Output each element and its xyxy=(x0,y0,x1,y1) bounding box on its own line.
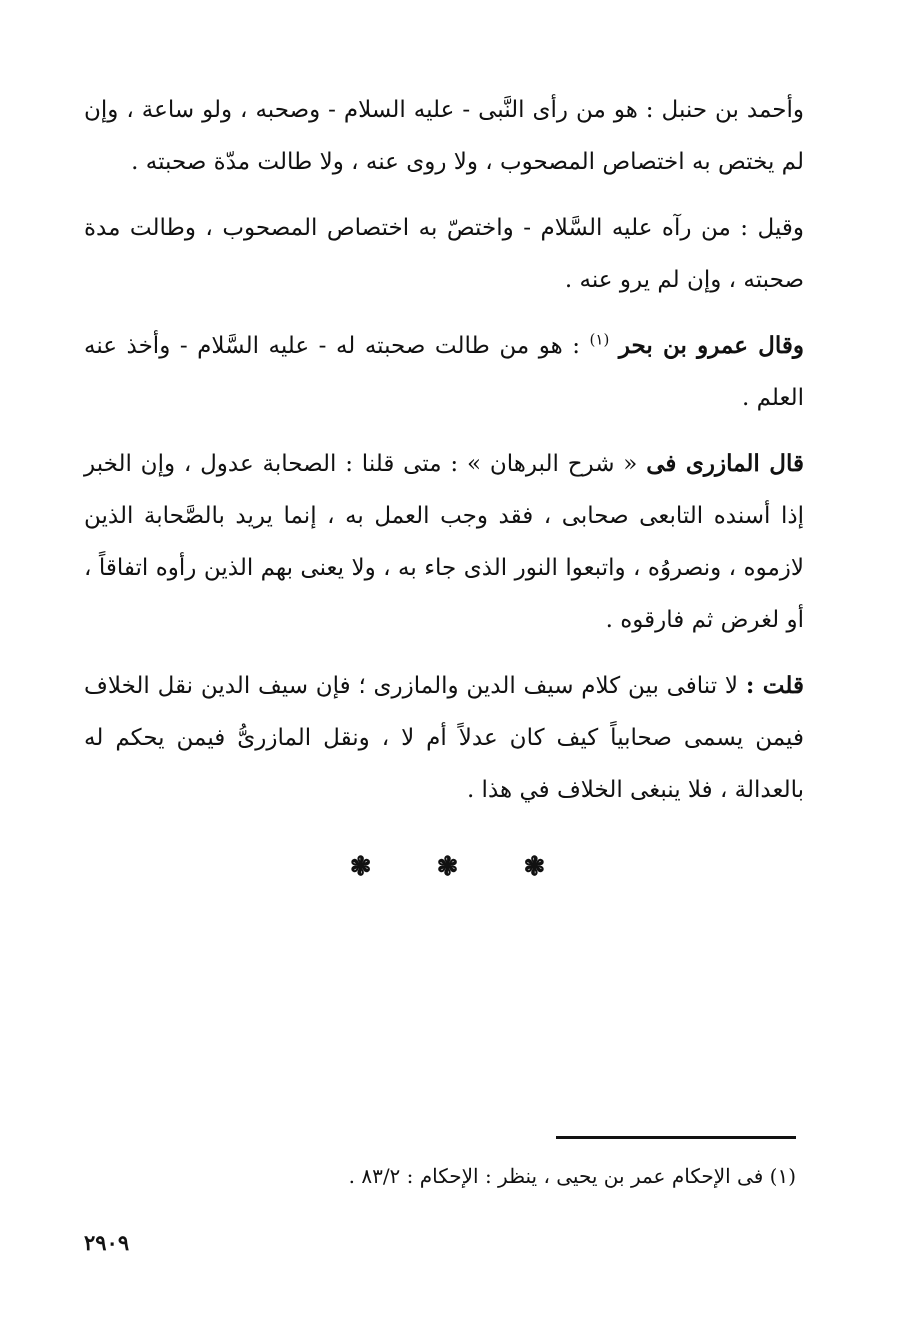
footnote: (١) فى الإحكام عمر بن يحيى ، ينظر : الإحكام : ٨٣/٢ . xyxy=(348,1164,796,1188)
paragraph-amr-ibn-bahr xyxy=(84,320,804,424)
paragraph-ahmad-ibn-hanbal xyxy=(84,84,804,188)
paragraph-lead: قال المازرى فى xyxy=(646,450,805,477)
paragraph-qila xyxy=(84,202,804,306)
paragraph-text: « شرح البرهان » : متى قلنا : الصحابة عدول ، وإن الخبر إذا أسنده التابعى صحابى ، فقد وجب العمل به ، إنما يريد بالصَّحابة الذين لازموه ، ونصروُه ، واتبعوا النور الذى جاء به ، ولا يعنى بهم الذين رأوه اتفاقاً ، أو لغرض ثم فارقوه . xyxy=(84,451,804,633)
paragraph-text: لا تنافى بين كلام سيف الدين والمازرى ؛ فإن سيف الدين نقل الخلاف فيمن يسمى صحابياً كيف كان عدلاً أم لا ، ونقل المازرىُّ فيمن يحكم له بالعدالة ، فلا ينبغى الخلاف في هذا . xyxy=(84,673,804,803)
footnote-divider xyxy=(556,1136,796,1139)
paragraph-text: وأحمد بن حنبل : هو من رأى النَّبى - عليه السلام - وصحبه ، ولو ساعة ، وإن لم يختص به اختصاص المصحوب ، ولا روى عنه ، ولا طالت مدّة صحبته . xyxy=(84,97,804,175)
paragraph-text: : هو من طالت صحبته له - عليه السَّلام - وأخذ عنه العلم . xyxy=(84,333,804,411)
footnote-marker: (١) xyxy=(589,330,610,349)
section-separator: ❃ ❃ ❃ xyxy=(349,852,574,882)
paragraph-lead: قلت : xyxy=(745,672,804,699)
page-number: ٢٩٠٩ xyxy=(84,1230,130,1255)
paragraph-text: وقيل : من رآه عليه السَّلام - واختصّ به اختصاص المصحوب ، وطالت مدة صحبته ، وإن لم يرو عنه . xyxy=(84,215,804,293)
paragraph-lead: وقال عمرو بن بحر xyxy=(618,332,804,359)
main-text xyxy=(84,84,804,816)
paragraph-mazari xyxy=(84,438,804,646)
paragraph-qultu xyxy=(84,660,804,816)
